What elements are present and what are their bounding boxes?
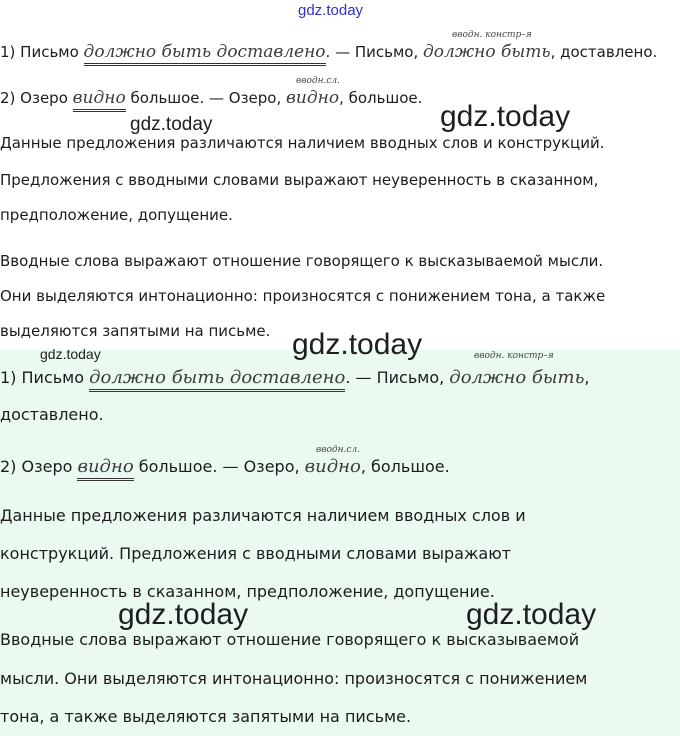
paragraph-2-line-1: Вводные слова выражают отношение говорящего к высказываемой мысли. (0, 252, 604, 270)
sentence-2-predicate: видно (73, 88, 126, 112)
sentence-2-b-intro-word: видно (304, 456, 361, 477)
paragraph-1-line-3: предположение, допущение. (0, 206, 233, 224)
sentence-1-b-intro-construction: должно быть (449, 367, 585, 388)
watermark-small-left: gdz.today (40, 346, 101, 362)
sentence-2-b-pre: 2) Озеро (0, 457, 78, 476)
sentence-2-pre: 2) Озеро (0, 89, 73, 107)
paragraph-2-b-line-2: мысли. Они выделяются интонационно: произносятся с понижением (0, 669, 588, 688)
paragraph-2-line-2: Они выделяются интонационно: произносятся с понижением тона, а также (0, 287, 606, 305)
sentence-2 (0, 88, 422, 108)
sentence-1-post: , доставлено. (550, 43, 658, 61)
paragraph-2-b-line-1: Вводные слова выражают отношение говорящего к высказываемой (0, 630, 580, 649)
sentence-1-mid: . — Письмо, (325, 43, 423, 61)
sentence-2-b (0, 456, 450, 477)
sentence-1-b-mid: . — Письмо, (345, 368, 450, 387)
watermark-bottom-right: gdz.today (466, 598, 597, 631)
paragraph-2-line-3: выделяются запятыми на письме. (0, 322, 271, 340)
watermark-mid-left: gdz.today (130, 114, 213, 135)
watermark-mid-right: gdz.today (440, 100, 571, 133)
sentence-2-b-predicate: видно (77, 456, 133, 481)
paragraph-1-line-1: Данные предложения различаются наличием вводных слов и конструкций. (0, 134, 605, 152)
paragraph-1-b-line-1: Данные предложения различаются наличием вводных слов и (0, 506, 526, 525)
sentence-2-intro-word: видно (286, 88, 340, 108)
sentence-1-b-post: , (584, 368, 590, 387)
sentence-1-pre: 1) Письмо (0, 43, 84, 61)
sentence-2-b-mid: большое. — Озеро, (133, 457, 305, 476)
sentence-1-b-predicate: должно быть доставлено (89, 367, 345, 392)
watermark-center: gdz.today (292, 328, 423, 361)
note-intro-word-2: вводн.сл. (316, 445, 361, 455)
paragraph-1-b-line-2: конструкций. Предложения с вводными словами выражают (0, 544, 511, 563)
sentence-1 (0, 42, 657, 62)
paragraph-2-b-line-3: тона, а также выделяются запятыми на письме. (0, 707, 412, 726)
sentence-2-mid: большое. — Озеро, (125, 89, 287, 107)
watermark-bottom-left: gdz.today (118, 598, 249, 631)
paragraph-1-line-2: Предложения с вводными словами выражают неуверенность в сказанном, (0, 171, 599, 189)
sentence-1-b-pre: 1) Письмо (0, 368, 90, 387)
paragraph-1-b-line-3: неуверенность в сказанном, предположение, допущение. (0, 582, 495, 601)
watermark-top: gdz.today (298, 2, 364, 19)
sentence-2-b-post: , большое. (360, 457, 450, 476)
note-intro-construction: вводн. констр–я (452, 30, 532, 40)
note-intro-word: вводн.сл. (296, 76, 341, 86)
sentence-1-intro-construction: должно быть (423, 42, 551, 62)
sentence-2-post: , большое. (339, 89, 423, 107)
sentence-1-predicate: должно быть доставлено (84, 42, 326, 66)
sentence-1-b (0, 367, 590, 388)
sentence-1-b-line-2: доставлено. (0, 405, 104, 424)
note-intro-construction-2: вводн. констр–я (474, 351, 554, 361)
